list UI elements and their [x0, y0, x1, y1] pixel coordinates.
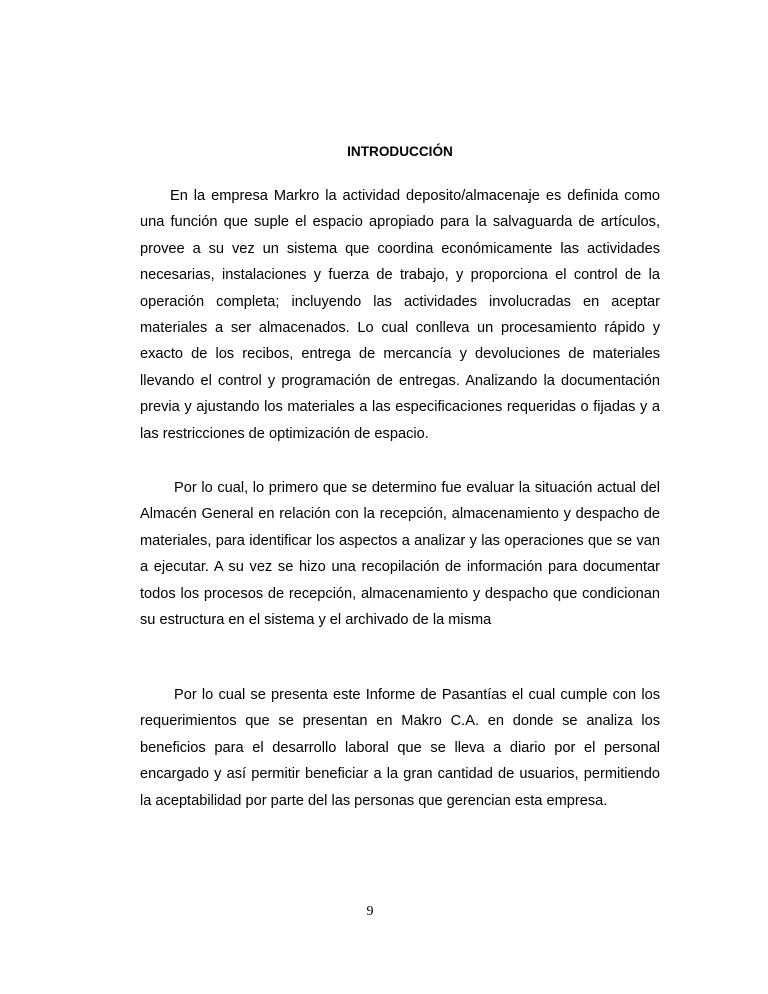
- section-title: INTRODUCCIÓN: [347, 144, 453, 159]
- paragraph-1: En la empresa Markro la actividad deposito/almacenaje es definida como una función que suple el espacio apropiado para la salvaguarda de artículos, provee a su vez un sistema que coordina económicamente las actividades necesarias, instalaciones y fuerza de trabajo, y proporciona el control de la operación completa; incluyendo las actividades involucradas en aceptar materiales a ser almacenados. Lo cual conlleva un procesamiento rápido y exacto de los recibos, entrega de mercancía y devoluciones de materiales llevando el control y programación de entregas. Analizando la documentación previa y ajustando los materiales a las especificaciones requeridas o fijadas y a las restricciones de optimización de espacio.: [140, 188, 660, 442]
- paragraph-3: Por lo cual se presenta este Informe de Pasantías el cual cumple con los requerimientos que se presentan en Makro C.A. en donde se analiza los beneficios para el desarrollo laboral que se lleva a diario por el personal encargado y así permitir beneficiar a la gran cantidad de usuarios, permitiendo la aceptabilidad por parte del las personas que gerencian esta empresa.: [140, 687, 660, 809]
- page-number: 9: [366, 904, 374, 919]
- paragraph-2: Por lo cual, lo primero que se determino fue evaluar la situación actual del Almacén General en relación con la recepción, almacenamiento y despacho de materiales, para identificar los aspectos a analizar y las operaciones que se van a ejecutar. A su vez se hizo una recopilación de información para documentar todos los procesos de recepción, almacenamiento y despacho que condicionan su estructura en el sistema y el archivado de la misma: [140, 480, 660, 629]
